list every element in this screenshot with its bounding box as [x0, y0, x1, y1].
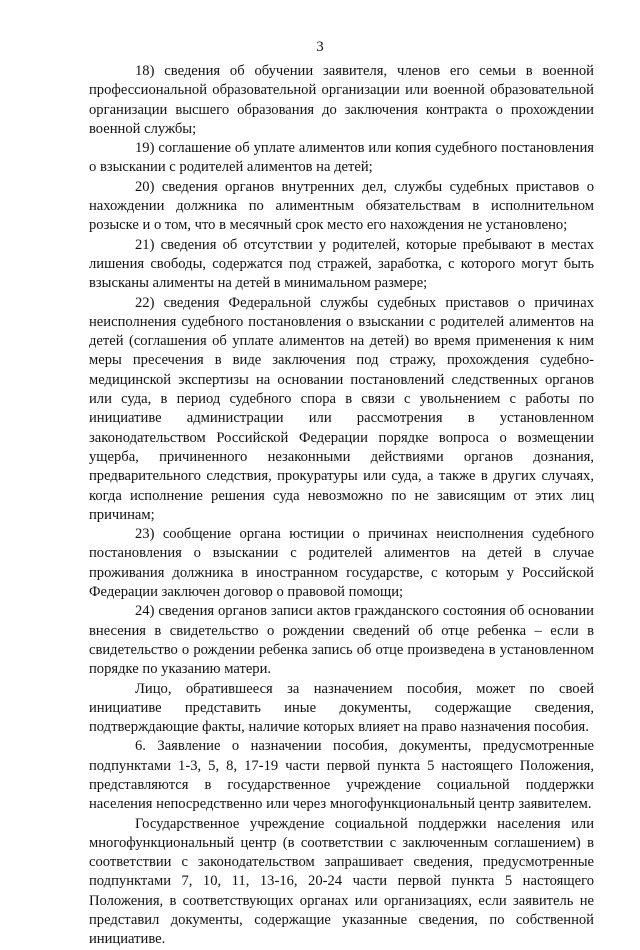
paragraph-item-24: 24) сведения органов записи актов гражданского состояния об основании внесения в свидетельство о рождении сведений об отце ребенка – если в свидетельство о рождении ребенка запись об отце произведена в установленном порядке по указанию матери. — [89, 603, 594, 678]
page-number: 3 — [316, 39, 324, 55]
paragraph-item-21: 21) сведения об отсутствии у родителей, которые пребывают в местах лишения свободы, содержатся под стражей, заработка, с которого могут быть взысканы алименты на детей в минимальном размере; — [89, 236, 594, 292]
paragraph-item-22: 22) сведения Федеральной службы судебных приставов о причинах неисполнения судебного постановления о взыскании с родителей алиментов на детей (соглашения об уплате алиментов на детей) во время применения к ним меры пресечения в виде заключения под стражу, прохождения судебно-медицинской экспертизы на основании постановлений следственных органов или суда, в период судебного спора в связи с увольнением с работы по инициативе администрации или рассмотрения в установленном законодательством Российской Федерации порядке вопроса о возмещении ущерба, причиненного незаконными действиями органов дознания, предварительного следствия, прокуратуры или суда, а также в других случаях, когда исполнение решения суда невозможно по не зависящим от этих лиц причинам; — [89, 294, 594, 523]
paragraph-interagency-requests: Государственное учреждение социальной поддержки населения или многофункциональный центр (в соответствии с заключенным соглашением) в соответствии с законодательством запрашивает сведения, предусмотренные подпунктами 7, 10, 11, 13-16, 20-24 части первой пункта 5 настоящего Положения, в соответствующих органах или организациях, если заявитель не представил документы, содержащие указанные сведения, по собственной инициативе. — [89, 815, 594, 948]
document-body — [89, 62, 594, 950]
paragraph-item-20: 20) сведения органов внутренних дел, службы судебных приставов о нахождении должника по алиментным обязательствам в исполнительном розыске и о том, что в месячный срок место его нахождения не установлено; — [89, 178, 594, 234]
paragraph-section-6: 6. Заявление о назначении пособия, документы, предусмотренные подпунктами 1-3, 5, 8, 17-19 части первой пункта 5 настоящего Положения, представляются в государственное учреждение социальной поддержки населения непосредственно или через многофункциональный центр заявителем. — [89, 738, 594, 813]
paragraph-item-19: 19) соглашение об уплате алиментов или копия судебного постановления о взыскании с родителей алиментов на детей; — [89, 140, 594, 176]
paragraph-item-18: 18) сведения об обучении заявителя, членов его семьи в военной профессиональной образовательной организации или военной образовательной организации высшего образования до заключения контракта о прохождении военной службы; — [89, 63, 594, 137]
paragraph-additional-documents: Лицо, обратившееся за назначением пособия, может по своей инициативе представить иные документы, содержащие сведения, подтверждающие факты, наличие которых влияет на право назначения пособия. — [89, 680, 594, 736]
paragraph-item-23: 23) сообщение органа юстиции о причинах неисполнения судебного постановления о взыскании с родителей алиментов на детей в случае проживания должника в иностранном государстве, с которым у Российской Федерации заключен договор о правовой помощи; — [89, 526, 594, 601]
